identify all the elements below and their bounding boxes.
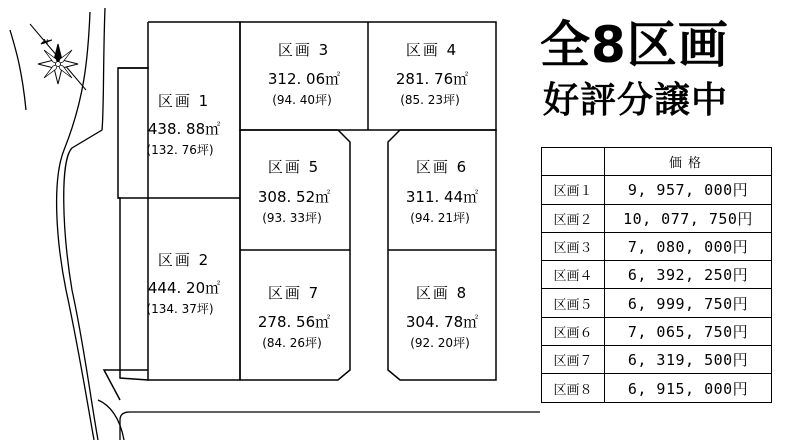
lot-3: [268, 41, 340, 107]
lot-area: 311. 44㎡: [405, 188, 479, 206]
price-table-corner: [542, 148, 605, 176]
lot-4: [396, 41, 468, 107]
lot-tsubo: (134. 37坪): [146, 302, 214, 316]
lot-name: 区画 1: [157, 92, 211, 110]
lot-tsubo: (84. 26坪): [262, 336, 322, 350]
lot-name: 区画 4: [405, 41, 459, 59]
price-cell: 6, 915, 000円: [605, 374, 772, 402]
lot-cell: 区画６: [542, 317, 605, 345]
lot-tsubo: (85. 23坪): [400, 93, 460, 107]
table-row: [542, 176, 772, 204]
lot-tsubo: (93. 33坪): [262, 211, 322, 225]
lot-name: 区画 5: [267, 158, 321, 176]
lot-name: 区画 7: [267, 284, 321, 302]
lot-cell: 区画３: [542, 232, 605, 260]
price-cell: 7, 065, 750円: [605, 317, 772, 345]
price-cell: 6, 392, 250円: [605, 261, 772, 289]
lot-cell: 区画１: [542, 176, 605, 204]
price-column-header: 価格: [605, 148, 772, 176]
lot-cell: 区画２: [542, 204, 605, 232]
lot-name: 区画 2: [157, 251, 211, 269]
table-row: [542, 204, 772, 232]
lot-area: 438. 88㎡: [147, 120, 221, 138]
table-row: [542, 317, 772, 345]
lot-name: 区画 8: [415, 284, 469, 302]
lot-cell: 区画７: [542, 346, 605, 374]
price-cell: 7, 080, 000円: [605, 232, 772, 260]
lot-labels: [146, 41, 478, 350]
north-arrow-compass-icon: [30, 24, 86, 90]
svg-text:N: N: [43, 38, 49, 46]
table-row: [542, 261, 772, 289]
table-row: [542, 374, 772, 402]
lot-area: 308. 52㎡: [257, 188, 331, 206]
lot-area: 281. 76㎡: [395, 70, 469, 88]
headline-total-lots: 全8区画: [540, 16, 729, 74]
lot-name: 区画 6: [415, 158, 469, 176]
lot-tsubo: (92. 20坪): [410, 336, 470, 350]
table-row: [542, 289, 772, 317]
lot-7: [258, 284, 330, 350]
price-table: [541, 147, 772, 403]
lot-area: 304. 78㎡: [405, 313, 479, 331]
lot-cell: 区画４: [542, 261, 605, 289]
lot-tsubo: (132. 76坪): [146, 143, 214, 157]
lot-5: [258, 158, 330, 225]
table-row: [542, 346, 772, 374]
lot-area: 278. 56㎡: [257, 313, 331, 331]
lot-area: 312. 06㎡: [267, 70, 341, 88]
lot-cell: 区画８: [542, 374, 605, 402]
lot-1: [146, 92, 220, 157]
price-cell: 10, 077, 750円: [605, 204, 772, 232]
lot-8: [406, 284, 478, 350]
table-row: [542, 232, 772, 260]
lot-area: 444. 20㎡: [147, 279, 221, 297]
lot-tsubo: (94. 40坪): [272, 93, 332, 107]
price-cell: 6, 319, 500円: [605, 346, 772, 374]
price-cell: 9, 957, 000円: [605, 176, 772, 204]
headline-now-selling: 好評分譲中: [543, 80, 729, 121]
lot-2: [146, 251, 220, 316]
price-table-header-row: [542, 148, 772, 176]
lot-name: 区画 3: [277, 41, 331, 59]
price-cell: 6, 999, 750円: [605, 289, 772, 317]
lot-cell: 区画５: [542, 289, 605, 317]
lot-tsubo: (94. 21坪): [410, 211, 470, 225]
lot-6: [406, 158, 478, 225]
